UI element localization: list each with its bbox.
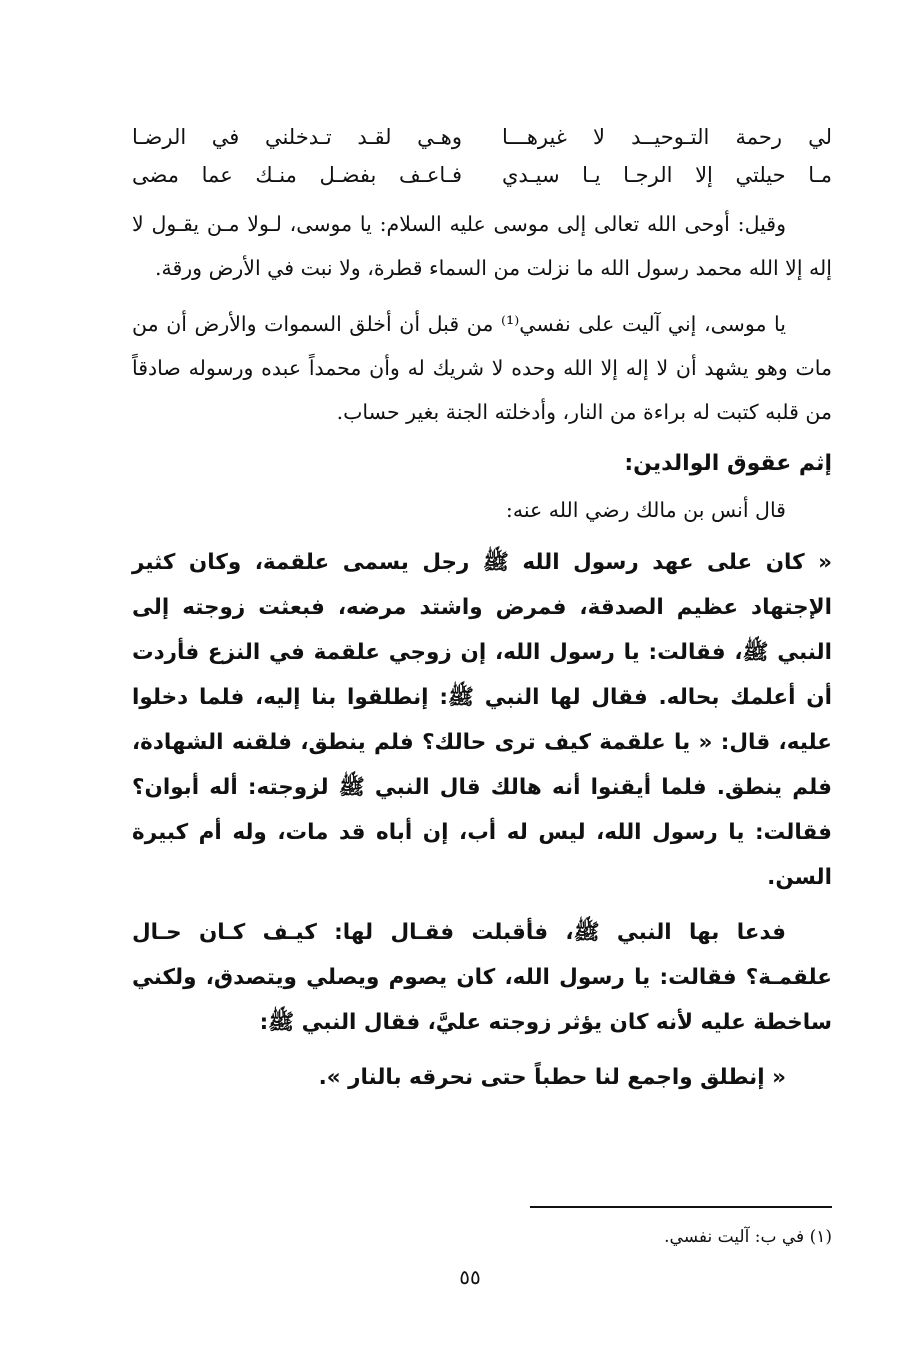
hadith-quote-part-2: فدعا بها النبي ﷺ، فأقبلت فقـال لها: كيـف كـان حـال علقمـة؟ فقالت: يا رسول الله، كان يصوم ويصلي ويتصدق، ولكني ساخطة عليه لأنه كان يؤثر زوجته عليَّ، فقال النبي ﷺ: (132, 920, 832, 1035)
hadith-quote-part-3: « إنطلق واجمع لنا حطباً حتى نحرقه بالنار ». (318, 1065, 786, 1090)
page-body (132, 118, 832, 1100)
footnote-divider (530, 1206, 832, 1208)
paragraph-musa-oath: يا موسى، إني آليت على نفسي⁽¹⁾ من قبل أن أخلق السموات والأرض أن من مات وهو يشهد أن لا إله إلا الله وحده لا شريك له وأن محمداً عبده ورسوله صادقاً من قلبه كتبت له براءة من النار، وأدخلته الجنة بغير حساب. (132, 312, 832, 424)
verse-hemistich-left: وهـي لقـد تـدخلني في الرضـا (132, 125, 462, 149)
verse-hemistich-right: مـا حيلتي إلا الرجـا يـا سيـدي (502, 163, 832, 187)
verse-hemistich-left: فـاعـف بفضـل منـك عما مضى (132, 163, 462, 187)
footnote: (١) في ب: آليت نفسي. (664, 1227, 832, 1247)
narrator-intro: قال أنس بن مالك رضي الله عنه: (505, 498, 786, 522)
section-heading: إثم عقوق الوالدين: (624, 451, 832, 476)
verse-hemistich-right: لي رحمة التـوحيــد لا غيرهـــا (502, 125, 832, 149)
page-number: ٥٥ (459, 1265, 481, 1289)
hadith-quote-part-1: « كان على عهد رسول الله ﷺ رجل يسمى علقمة، وكان كثير الإجتهاد عظيم الصدقة، فمرض واشتد مرضه، فبعثت زوجته إلى النبي ﷺ، فقالت: يا رسول الله، إن زوجي علقمة في النزع فأردت أن أعلمك بحاله. فقال لها النبي ﷺ: إنطلقوا بنا إليه، فلما دخلوا عليه، قال: « يا علقمة كيف ترى حالك؟ فلم ينطق، فلقنه الشهادة، فلم ينطق. فلما أيقنوا أنه هالك قال النبي ﷺ لزوجته: أله أبوان؟ فقالت: يا رسول الله، ليس له أب، إن أباه قد مات، وله أم كبيرة السن. (132, 550, 832, 890)
paragraph-musa-revelation: وقيل: أوحى الله تعالى إلى موسى عليه السلام: يا موسى، لـولا مـن يقـول لا إله إلا الله محمد رسول الله ما نزلت من السماء قطرة، ولا نبت في الأرض ورقة. (132, 212, 832, 280)
poem-verse (132, 156, 832, 194)
poem-verse (132, 118, 832, 156)
